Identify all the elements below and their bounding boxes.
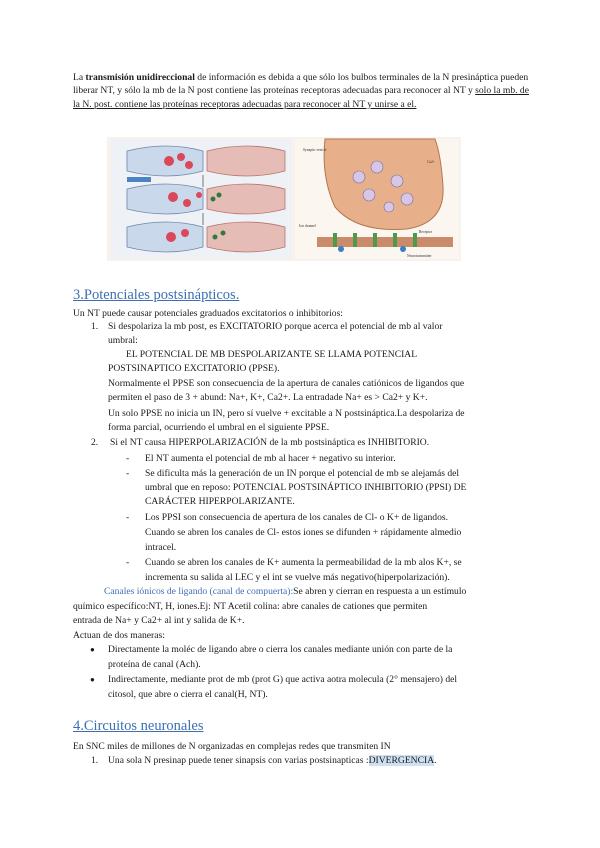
- item-1-caps-2: POSTSINAPTICO EXCITATORIO (PPSE).: [108, 363, 280, 374]
- item-2-bullet-2b: umbral que en reposo: POTENCIAL POSTSINÁPTICO INHIBITORIO (PPSI) DE: [145, 482, 467, 493]
- item-1-line-4: permiten el paso de 3 + abund: Na+, K+, Ca2+. La entradade Na+ es > Ca2+ y K+.: [108, 392, 428, 403]
- item-2-bullet-4b: incrementa su salida al LEC y el int se vuelve más negativo(hiperpolarización).: [145, 572, 450, 583]
- right-synaptic-terminal: [295, 139, 459, 259]
- item-2-bullet-3b: Cuando se abren los canales de Cl- estos iones se difunden + rápidamente almedio: [145, 527, 462, 538]
- item-1-line-1: Si despolariza la mb post, es EXCITATORIO porque acerca el potencial de mb al valor: [108, 321, 443, 332]
- item-1-line-6: forma parcial, ocurriendo el umbral en el siguiente PPSE.: [108, 422, 330, 433]
- canales-line-2: químico específico:NT, H, iones.Ej: NT Acetil colina: abre canales de cationes que permiten: [73, 601, 428, 612]
- figure-label-vesicle: Synaptic vesicle: [303, 148, 327, 152]
- intro-text: La: [73, 72, 86, 83]
- canales-line-1: [104, 585, 466, 598]
- item-1-line-5: Un solo PPSE no inicia un IN, pero sí vuelve + excitable a N postsináptica.La despolariza de: [108, 408, 465, 419]
- dash-3: -: [126, 512, 130, 523]
- item-2-bullet-2a: Se dificulta más la generación de un IN porque el potencial de mb se alejamás del: [145, 468, 460, 479]
- figure-label-receptor: Receptor: [419, 230, 432, 234]
- bullet-dot-1: ●: [90, 645, 95, 654]
- section-4-heading: 4.Circuitos neuronales: [73, 718, 204, 734]
- item-2-bullet-2c: CARÁCTER HIPERPOLARIZANTE.: [145, 496, 295, 507]
- item-2-bullet-3a: Los PPSI son consecuencia de apertura de los canales de Cl- o K+ de ligandos.: [145, 512, 449, 523]
- intro-underlined: solo la mb. de la N. post. contiene las proteínas receptoras adecuadas para reconocer al NT y unirse a el.: [73, 85, 529, 110]
- item-2-number: 2.: [91, 437, 99, 448]
- item-2-bullet-1: El NT aumenta el potencial de mb al hacer + negativo su interior.: [145, 453, 396, 464]
- bullet-2-line-b: citosol, que abre o cierra el canal(H, NT).: [108, 689, 268, 700]
- item-2-bullet-4a: Cuando se abren los canales de K+ aumenta la permeabilidad de la mb alos K+, se: [145, 557, 462, 568]
- actuan-line: Actuan de dos maneras:: [73, 630, 165, 641]
- item-1-caps-1: EL POTENCIAL DE MB DESPOLARIZANTE SE LLAMA POTENCIAL: [126, 349, 418, 360]
- canales-label: Canales iónicos de ligando (canal de compuerta):: [104, 586, 294, 597]
- dash-4: -: [126, 557, 130, 568]
- section-4-item-1-text: Una sola N presinap puede tener sinapsis con varias postsinapticas :: [108, 755, 369, 766]
- item-2-line-1: Si el NT causa HIPERPOLARIZACIÓN de la mb postsináptica es INHIBITORIO.: [110, 437, 430, 448]
- section-4-item-1: [108, 754, 437, 767]
- item-1-line-2: umbral:: [108, 335, 138, 346]
- canales-text-1: Se abren y cierran en respuesta a un estímulo: [293, 586, 467, 597]
- item-1-number: 1.: [91, 321, 99, 332]
- section-3-heading: 3.Potenciales postsinápticos.: [73, 287, 240, 303]
- dash-2: -: [126, 468, 130, 479]
- section-4-item-1-end: .: [434, 755, 437, 766]
- item-1-line-3: Normalmente el PPSE son consecuencia de la apertura de canales catiónicos de ligandos que: [108, 378, 465, 389]
- figure-label-nt: Neurotransmitter: [407, 254, 432, 258]
- bullet-1-line-b: proteína de canal (Ach).: [108, 659, 201, 670]
- left-synapse-panels: [111, 139, 291, 259]
- figure-label-channel: Ion channel: [299, 224, 316, 228]
- item-2-bullet-3c: intracel.: [145, 542, 177, 553]
- intro-bold: transmisión unidireccional: [85, 72, 195, 83]
- canales-line-3: entrada de Na+ y Ca2+ al int y salida de K+.: [73, 615, 245, 626]
- bullet-dot-2: ●: [90, 675, 95, 684]
- figure-label-ca: Ca2+: [427, 160, 435, 164]
- dash-1: -: [126, 453, 130, 464]
- bullet-2-line-a: Indirectamente, mediante prot de mb (prot G) que activa aotra molecula (2° mensajero) del: [108, 674, 458, 685]
- intro-paragraph: [73, 71, 533, 111]
- bullet-1-line-a: Directamente la moléc de ligando abre o cierra los canales mediante unión con parte de la: [108, 644, 453, 655]
- synapse-figure: [107, 137, 461, 261]
- section-4-item-1-number: 1.: [91, 755, 99, 766]
- divergencia-highlight: DIVERGENCIA: [368, 755, 435, 766]
- section-3-lead: Un NT puede causar potenciales graduados excitatorios o inhibitorios:: [73, 308, 343, 319]
- intro-text-2: de información es debida a que sólo los bulbos terminales de la N presináptica pueden liberar NT, y sólo la mb de la N post contiene las proteínas receptoras adecuadas para reconocer al NT y: [73, 72, 529, 97]
- section-4-lead: En SNC miles de millones de N organizadas en complejas redes que transmiten IN: [73, 741, 391, 752]
